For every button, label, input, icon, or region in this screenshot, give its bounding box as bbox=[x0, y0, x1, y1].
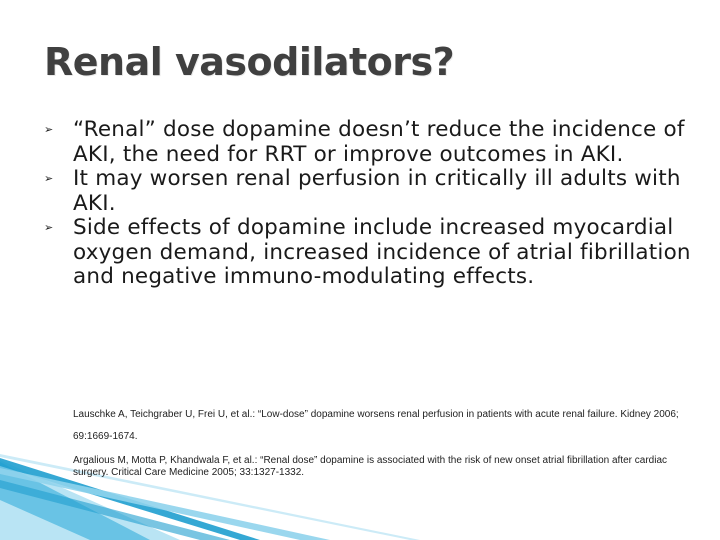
reference-1: Lauschke A, Teichgraber U, Frei U, et al.: “Low-dose” dopamine worsens renal perfusion in patients with acute renal failure. Kidney 2006; 69:1669-1674. bbox=[73, 409, 679, 442]
bullet-text: Side effects of dopamine include increased myocardial oxygen demand, increased incidence of atrial fibrillation and negative immuno-modulating effects. bbox=[73, 215, 691, 289]
bullet-item bbox=[44, 167, 704, 216]
arrow-bullet-icon: ➢ bbox=[44, 172, 54, 185]
arrow-bullet-icon: ➢ bbox=[44, 221, 54, 234]
references bbox=[73, 404, 693, 487]
bullet-text: “Renal” dose dopamine doesn’t reduce the incidence of AKI, the need for RRT or improve outcomes in AKI. bbox=[73, 117, 685, 167]
arrow-bullet-icon: ➢ bbox=[44, 123, 54, 136]
bullet-text: It may worsen renal perfusion in critically ill adults with AKI. bbox=[73, 166, 681, 216]
bullet-item bbox=[44, 216, 704, 290]
bullet-item bbox=[44, 118, 704, 167]
reference-2: Argalious M, Motta P, Khandwala F, et al.: “Renal dose” dopamine is associated with the risk of new onset atrial fibrillation after cardiac surgery. Critical Care Medicine 2005; 33:1327-1332. bbox=[73, 455, 667, 478]
slide-title: Renal vasodilators? bbox=[44, 40, 455, 84]
bullet-list bbox=[44, 118, 704, 290]
